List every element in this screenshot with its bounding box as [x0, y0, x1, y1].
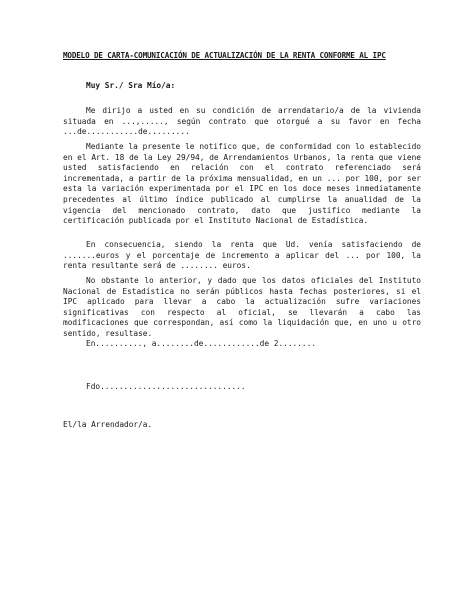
- salutation: Muy Sr./ Sra Mío/a:: [86, 81, 176, 90]
- paragraph-consequence: En consecuencia, siendo la renta que Ud. venía satisfaciendo de .......euros y el porcentaje de incremento a aplicar del ... por 100, la renta resultante será de ........ euros.: [63, 240, 421, 271]
- paragraph-introduction: Me dirijo a usted en su condición de arrendatario/a de la vivienda situada en ...,....., según contrato que otorgué a su favor en fecha ...de...........de.........: [63, 106, 421, 137]
- document-title: MODELO DE CARTA-COMUNICACIÓN DE ACTUALIZACIÓN DE LA RENTA CONFORME AL IPC: [63, 51, 386, 60]
- paragraph-notwithstanding: No obstante lo anterior, y dado que los datos oficiales del Instituto Nacional de Estadística no serán públicos hasta fechas posteriores, si el IPC aplicado para llevar a cabo la actualización sufre variaciones significativas con respecto al oficial, se llevarán a cabo las modificaciones que correspondan, así como la liquidación que, en uno u otro sentido, resultase.: [63, 276, 421, 338]
- closing-line: El/la Arrendador/a.: [63, 420, 153, 429]
- date-line: En.........., a........de............de 2........: [86, 339, 317, 348]
- signature-line: Fdo...............................: [86, 382, 246, 391]
- paragraph-notification: Mediante la presente le notifico que, de conformidad con lo establecido en el Art. 18 de la Ley 29/94, de Arrendamientos Urbanos, la renta que viene usted satisfaciendo en relación con el contrato referenciado será incrementada, a partir de la próxima mensualidad, en un ... por 100, por ser esta la variación experimentada por el IPC en los doce meses inmediatamente precedentes al último índice publicado al cumplirse la anualidad de la vigencia del mencionado contrato, dato que justifico mediante la certificación publicada por el Instituto Nacional de Estadística.: [63, 142, 421, 226]
